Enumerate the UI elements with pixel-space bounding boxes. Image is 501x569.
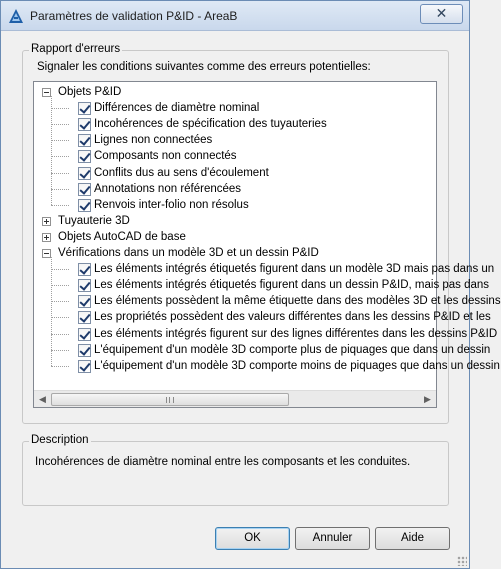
tree-item-label[interactable]: Les éléments possèdent la même étiquette dans des modèles 3D et les dessins — [94, 295, 501, 308]
tree-item[interactable] — [34, 181, 434, 197]
tree-item-label[interactable]: Les éléments intégrés figurent sur des lignes différentes dans les dessins P&ID — [94, 327, 498, 340]
tree-node-label[interactable]: Vérifications dans un modèle 3D et un dessin P&ID — [58, 247, 319, 259]
collapse-icon[interactable] — [42, 88, 51, 97]
checkbox[interactable] — [78, 199, 91, 212]
checkbox[interactable] — [78, 360, 91, 373]
checkbox[interactable] — [78, 295, 91, 308]
tree-item-label[interactable]: Différences de diamètre nominal — [94, 102, 260, 115]
scroll-thumb[interactable] — [51, 393, 289, 406]
description-group — [22, 434, 449, 506]
tree-node[interactable] — [34, 245, 434, 261]
tree-item[interactable] — [34, 326, 498, 342]
scroll-right-icon[interactable]: ▶ — [424, 394, 431, 404]
checkbox[interactable] — [78, 344, 91, 357]
expand-icon[interactable] — [42, 233, 51, 242]
tree-item-label[interactable]: Incohérences de spécification des tuyauteries — [94, 118, 327, 131]
checkbox[interactable] — [78, 311, 91, 324]
description-legend: Description — [31, 434, 89, 446]
help-button[interactable] — [375, 527, 450, 550]
tree-node[interactable] — [34, 213, 434, 229]
checkbox[interactable] — [78, 279, 91, 292]
checkbox[interactable] — [78, 102, 91, 115]
tree-item[interactable] — [34, 309, 491, 325]
instruction-text: Signaler les conditions suivantes comme des erreurs potentielles: — [37, 61, 371, 73]
tree-item[interactable] — [34, 358, 500, 374]
tree-item[interactable] — [34, 261, 495, 277]
expand-icon[interactable] — [42, 217, 51, 226]
tree-connector — [51, 96, 52, 205]
tree-item-label[interactable]: L'équipement d'un modèle 3D comporte plus de piquages que dans un dessin — [94, 343, 491, 356]
scroll-left-icon[interactable]: ◀ — [39, 394, 46, 404]
resize-grip-icon[interactable] — [457, 556, 467, 566]
tree-item-label[interactable]: Renvois inter-folio non résolus — [94, 198, 249, 211]
close-icon: ✕ — [435, 6, 448, 22]
checkbox[interactable] — [78, 328, 91, 341]
tree-item[interactable] — [34, 132, 434, 148]
close-button[interactable] — [420, 4, 463, 24]
thumb-grip-icon — [166, 397, 174, 403]
ok-button-label: OK — [244, 532, 261, 544]
tree-connector — [51, 257, 52, 366]
tree-item-label[interactable]: Composants non connectés — [94, 150, 237, 163]
tree-item-label[interactable]: Conflits dus au sens d'écoulement — [94, 166, 269, 179]
tree-item[interactable] — [34, 100, 434, 116]
tree-item-label[interactable]: Annotations non référencées — [94, 182, 242, 195]
conditions-tree[interactable] — [33, 81, 501, 408]
tree-item-label[interactable]: Les propriétés possèdent des valeurs différentes dans les dessins P&ID et les — [94, 311, 491, 324]
title-bar[interactable] — [1, 1, 469, 31]
cancel-button[interactable] — [295, 527, 370, 550]
tree-item[interactable] — [34, 342, 491, 358]
tree-node-label[interactable]: Objets AutoCAD de base — [58, 230, 186, 243]
checkbox[interactable] — [78, 263, 91, 276]
tree-item-label[interactable]: Lignes non connectées — [94, 134, 213, 147]
horizontal-scrollbar[interactable] — [34, 390, 436, 407]
checkbox[interactable] — [78, 134, 91, 147]
error-report-legend: Rapport d'erreurs — [31, 43, 121, 55]
collapse-icon[interactable] — [42, 249, 51, 258]
checkbox[interactable] — [78, 118, 91, 131]
help-button-label: Aide — [400, 532, 425, 544]
tree-item[interactable] — [34, 197, 434, 213]
tree-item-label[interactable]: Les éléments intégrés étiquetés figurent dans un dessin P&ID, mais pas dans — [94, 279, 490, 292]
checkbox[interactable] — [78, 183, 91, 196]
tree-node-label[interactable]: Tuyauterie 3D — [58, 214, 130, 227]
autocad-plant-icon — [8, 8, 24, 24]
tree-item[interactable] — [34, 148, 434, 164]
window-title: Paramètres de validation P&ID - AreaB — [30, 9, 238, 23]
tree-node[interactable] — [34, 229, 434, 245]
ok-button[interactable] — [215, 527, 290, 550]
tree-node-label[interactable]: Objets P&ID — [58, 86, 122, 98]
tree-item[interactable] — [34, 277, 490, 293]
tree-item-label[interactable]: Les éléments intégrés étiquetés figurent dans un modèle 3D mais pas dans un — [94, 263, 495, 276]
tree-item[interactable] — [34, 165, 434, 181]
description-text: Incohérences de diamètre nominal entre les composants et les conduites. — [35, 456, 411, 468]
tree-item-label[interactable]: L'équipement d'un modèle 3D comporte moins de piquages que dans un dessin — [94, 359, 500, 372]
cancel-button-label: Annuler — [312, 532, 353, 544]
tree-item[interactable] — [34, 116, 434, 132]
tree-node[interactable] — [34, 84, 434, 100]
checkbox[interactable] — [78, 167, 91, 180]
checkbox[interactable] — [78, 150, 91, 163]
tree-item[interactable] — [34, 293, 501, 309]
